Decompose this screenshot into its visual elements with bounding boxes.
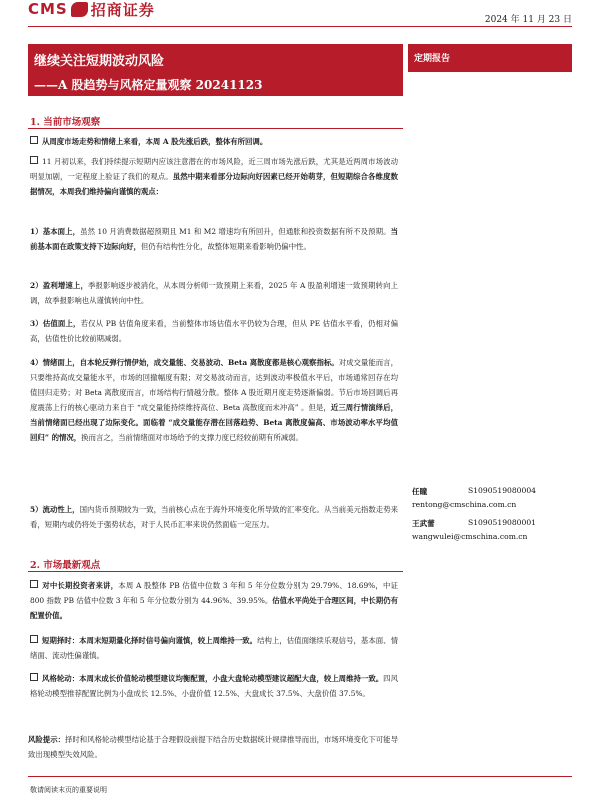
p1-bold: 当前基本面在政策支持下边际向好，	[30, 227, 398, 251]
bullet-icon	[30, 673, 38, 681]
analyst-name: 王武蕾	[412, 519, 435, 528]
analyst-name: 任瞳	[412, 487, 428, 496]
analyst-email[interactable]: rentong@cmschina.com.cn	[412, 500, 517, 509]
report-subtitle: ——A 股趋势与风格定量观察 20241123	[34, 78, 263, 92]
header-divider	[28, 26, 572, 27]
p1-tail: 但仍有结构性分化，故整体短期来看影响仍偏中性。	[140, 242, 311, 251]
title-banner	[28, 44, 403, 96]
bullet-icon	[30, 580, 38, 588]
p3-head: 3）估值面上，	[30, 319, 81, 328]
intro-text: 11 月初以来，我们持续提示短期内应该注意潜在的市场风险，近三周市场先涨后跌，尤其是近两周市场波动明显加剧，一定程度上验证了我们的观点。	[30, 157, 398, 181]
p4-head: 4）情绪面上，自本轮反弹行情伊始，成交量能、交易波动、Beta 离散度都是核心观察指标。	[30, 358, 339, 367]
p2-body: 季报影响逐步被消化，从本周分析师一致预期上来看，2025 年 A 股盈利增速一致预期转向上调，故季报影响也从谨慎转向中性。	[30, 281, 398, 305]
intro-bold-text: 虽然中期来看部分边际向好因素已经开始萌芽，但短期综合各维度数据情况，本周我们维持偏向谨慎的观点：	[30, 172, 398, 196]
b2-body: 结构上，估值面继续乐观信号，基本面、情绪面、流动性偏谨慎。	[30, 636, 398, 660]
paragraph-liquidity	[30, 502, 398, 532]
risk-head: 风险提示：	[28, 735, 65, 744]
report-date: 2024 年 11 月 23 日	[484, 15, 572, 25]
logo-cn-text: 招商证券	[90, 0, 155, 19]
bullet-style-rotation	[30, 671, 398, 701]
p5-body: 国内货币预期较为一致，当前核心点在于海外环境变化所导致的汇率变化。从当前美元指数走势来看，短期内或仍将处于强势状态，对于人民币汇率来说仍然面临一定压力。	[30, 505, 398, 529]
p4-tail: 换而言之，当前情绪面对市场给予的支撑力度已经较前期有所减弱。	[81, 433, 303, 442]
bullet-valuation	[30, 578, 398, 623]
section2-title: 2. 市场最新观点	[30, 560, 101, 571]
paragraph-sentiment	[30, 355, 398, 445]
b1-body: 本周 A 股整体 PB 估值中位数 3 年和 5 年分位数分别为 29.79%、18.69%，中证 800 指数 PB 估值中位数 3 年和 5 年分位数分别为 44.96%、39.95%。	[30, 581, 398, 605]
report-title: 继续关注短期波动风险	[34, 54, 165, 69]
p1-head: 1）基本面上，	[30, 227, 81, 236]
analyst-card	[412, 518, 537, 541]
section1-title: 1. 当前市场观察	[30, 117, 101, 128]
risk-body: 择时和风格轮动模型结论基于合理假设前提下结合历史数据统计规律推导而出，市场环境变化下可能导致出现模型失效风险。	[28, 735, 398, 759]
paragraph-earnings	[30, 278, 398, 308]
b3-body: 四风格轮动模型推荐配置比例为小盘成长 12.5%、小盘价值 12.5%、大盘成长 37.5%、大盘价值 37.5%。	[30, 674, 398, 698]
intro-paragraph	[30, 154, 398, 199]
footer-note: 敬请阅读末页的重要说明	[30, 786, 107, 794]
analyst-email[interactable]: wangwulei@cmschina.com.cn	[412, 532, 528, 541]
analyst-license: S1090519080001	[468, 518, 537, 527]
section1-divider	[28, 128, 403, 129]
p4-body: 对成交量能而言，只要维持高成交量能水平，市场的回撤幅度有限；对交易波动而言，达到波动率极值水平后，市场通常回存在均值回归走势；对 Beta 离散度而言，市场结构行情越分散。整体 A 股近期月度走势逐渐偏弱。节后市场回调后再度震荡上行的核心驱动力来自于 “成交量能持续维持高位、Beta 高散度而未冲高” 。但是，	[30, 358, 398, 412]
risk-warning	[28, 732, 398, 762]
bullet-icon	[30, 156, 38, 164]
p2-head: 2）盈利增速上，	[30, 281, 88, 290]
analyst-license: S1090519080004	[468, 486, 537, 495]
paragraph-fundamentals	[30, 224, 398, 254]
b1-head: 对中长期投资者来讲，	[42, 581, 119, 590]
bullet-timing	[30, 633, 398, 663]
brand-logo	[28, 0, 155, 18]
logo-cms-text: CMS	[28, 0, 68, 18]
b1-bold: 估值水平尚处于合理区间，中长期仍有配置价值。	[30, 596, 398, 620]
report-type-label: 定期报告	[414, 54, 451, 64]
bullet-icon	[30, 136, 38, 144]
section1-lead	[30, 134, 398, 149]
lead-text: 从周度市场走势和情绪上来看，本周 A 股先涨后跌，整体有所回调。	[42, 137, 268, 146]
side-banner	[408, 44, 572, 72]
paragraph-valuation	[30, 316, 398, 346]
section2-divider	[28, 571, 403, 572]
p5-head: 5）流动性上，	[30, 505, 80, 514]
bullet-icon	[30, 635, 38, 643]
logo-mark-icon	[71, 2, 88, 17]
b3-head: 风格轮动：本周末成长价值轮动模型建议均衡配置，小盘大盘轮动模型建议超配大盘，较上周维持一致。	[42, 674, 384, 683]
footer-divider	[28, 776, 572, 777]
p3-body: 若仅从 PB 估值角度来看，当前整体市场估值水平仍较为合理，但从 PE 估值水平看，仍相对偏高，估值性价比较前期减弱。	[30, 319, 398, 343]
p1-body: 虽然 10 月消费数据超预期且 M1 和 M2 增速均有所回升，但通胀和投资数据有所不及预期。	[80, 227, 391, 236]
p4-bold: 近三周行情演绎后，当前情绪面已经出现了边际变化。面临着 “成交量能存潜在回落趋势、Beta 离散度偏高、市场波动率水平均值回归” 的情况，	[30, 403, 398, 442]
b2-head: 短期择时：本周末短期量化择时信号偏向谨慎，较上周维持一致。	[42, 636, 258, 645]
analyst-card	[412, 486, 537, 509]
